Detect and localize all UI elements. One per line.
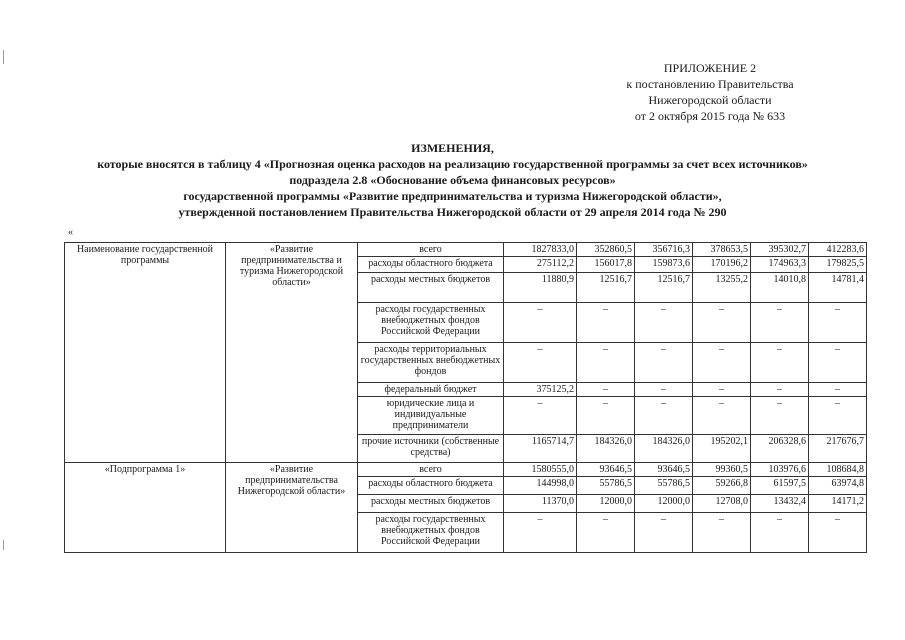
value-cell: 93646,5 [577, 463, 635, 477]
value-cell: 144998,0 [504, 477, 577, 495]
document-heading [20, 140, 885, 220]
funding-source-cell: всего [358, 243, 504, 257]
value-cell: 12000,0 [577, 495, 635, 513]
value-cell: 13432,4 [751, 495, 809, 513]
value-cell: – [809, 303, 867, 343]
heading-line: которые вносятся в таблицу 4 «Прогнозная оценка расходов на реализацию государственной программы за счет всех источников» [97, 157, 808, 171]
value-cell: 1165714,7 [504, 435, 577, 463]
value-cell: 206328,6 [751, 435, 809, 463]
value-cell: 395302,7 [751, 243, 809, 257]
value-cell: – [504, 343, 577, 383]
program-name-cell: «Подпрограмма 1» [65, 463, 226, 553]
heading-line: государственной программы «Развитие предпринимательства и туризма Нижегородской области», [183, 189, 722, 203]
value-cell: – [504, 397, 577, 435]
appendix-line: Нижегородской области [648, 93, 772, 107]
value-cell: 174963,3 [751, 257, 809, 273]
funding-source-cell: расходы местных бюджетов [358, 495, 504, 513]
value-cell: 378653,5 [693, 243, 751, 257]
value-cell: 217676,7 [809, 435, 867, 463]
value-cell: 103976,6 [751, 463, 809, 477]
value-cell: 12708,0 [693, 495, 751, 513]
heading-title: ИЗМЕНЕНИЯ, [411, 141, 494, 155]
value-cell: 159873,6 [635, 257, 693, 273]
value-cell: 63974,8 [809, 477, 867, 495]
value-cell: 93646,5 [635, 463, 693, 477]
value-cell: – [751, 513, 809, 553]
value-cell: – [693, 383, 751, 397]
value-cell: – [504, 303, 577, 343]
funding-source-cell: расходы государственных внебюджетных фондов Российской Федерации [358, 303, 504, 343]
appendix-title: ПРИЛОЖЕНИЕ 2 [663, 61, 757, 75]
value-cell: 375125,2 [504, 383, 577, 397]
appendix-block [560, 60, 860, 124]
value-cell: 59266,8 [693, 477, 751, 495]
value-cell: 179825,5 [809, 257, 867, 273]
funding-source-cell: расходы территориальных государственных внебюджетных фондов [358, 343, 504, 383]
program-title-cell: «Развитие предпринимательства Нижегородской области» [226, 463, 358, 553]
value-cell: 275112,2 [504, 257, 577, 273]
value-cell: 55786,5 [577, 477, 635, 495]
funding-source-cell: прочие источники (собственные средства) [358, 435, 504, 463]
value-cell: – [577, 303, 635, 343]
value-cell: 184326,0 [577, 435, 635, 463]
value-cell: – [577, 383, 635, 397]
value-cell: 156017,8 [577, 257, 635, 273]
value-cell: – [809, 513, 867, 553]
value-cell: – [751, 303, 809, 343]
value-cell: 12516,7 [577, 273, 635, 303]
value-cell: 412283,6 [809, 243, 867, 257]
value-cell: 356716,3 [635, 243, 693, 257]
value-cell: – [635, 513, 693, 553]
value-cell: – [577, 397, 635, 435]
value-cell: 99360,5 [693, 463, 751, 477]
value-cell: 170196,2 [693, 257, 751, 273]
value-cell: – [751, 397, 809, 435]
value-cell: – [693, 513, 751, 553]
value-cell: – [635, 303, 693, 343]
value-cell: 352860,5 [577, 243, 635, 257]
value-cell: – [635, 397, 693, 435]
value-cell: 184326,0 [635, 435, 693, 463]
funding-source-cell: расходы государственных внебюджетных фондов Российской Федерации [358, 513, 504, 553]
program-name-cell: Наименование государственной программы [65, 243, 226, 463]
value-cell: 195202,1 [693, 435, 751, 463]
value-cell: – [577, 513, 635, 553]
value-cell: – [751, 383, 809, 397]
value-cell: 1827833,0 [504, 243, 577, 257]
opening-quote-mark: « [68, 227, 73, 238]
value-cell: – [809, 383, 867, 397]
value-cell: 12000,0 [635, 495, 693, 513]
funding-source-cell: расходы областного бюджета [358, 257, 504, 273]
funding-source-cell: расходы областного бюджета [358, 477, 504, 495]
value-cell: 61597,5 [751, 477, 809, 495]
value-cell: – [635, 383, 693, 397]
funding-source-cell: федеральный бюджет [358, 383, 504, 397]
value-cell: 14781,4 [809, 273, 867, 303]
value-cell: 108684,8 [809, 463, 867, 477]
value-cell: – [693, 343, 751, 383]
funding-source-cell: всего [358, 463, 504, 477]
value-cell: 14010,8 [751, 273, 809, 303]
margin-mark-top [3, 50, 4, 64]
financing-table-body [65, 243, 867, 553]
value-cell: 13255,2 [693, 273, 751, 303]
value-cell: – [504, 513, 577, 553]
margin-mark-bottom [3, 540, 4, 550]
heading-line: подраздела 2.8 «Обоснование объема финансовых ресурсов» [289, 173, 616, 187]
funding-source-cell: расходы местных бюджетов [358, 273, 504, 303]
value-cell: 1580555,0 [504, 463, 577, 477]
value-cell: – [635, 343, 693, 383]
value-cell: 12516,7 [635, 273, 693, 303]
table-row [65, 463, 867, 477]
value-cell: 11880,9 [504, 273, 577, 303]
table-row [65, 243, 867, 257]
funding-source-cell: юридические лица и индивидуальные предприниматели [358, 397, 504, 435]
financing-table [64, 242, 867, 553]
value-cell: 55786,5 [635, 477, 693, 495]
appendix-line: к постановлению Правительства [626, 77, 794, 91]
value-cell: – [577, 343, 635, 383]
value-cell: 11370,0 [504, 495, 577, 513]
value-cell: – [809, 397, 867, 435]
value-cell: – [693, 397, 751, 435]
value-cell: – [693, 303, 751, 343]
appendix-date: от 2 октября 2015 года № 633 [634, 109, 786, 123]
program-title-cell: «Развитие предпринимательства и туризма Нижегородской области» [226, 243, 358, 463]
value-cell: 14171,2 [809, 495, 867, 513]
heading-line: утвержденной постановлением Правительства Нижегородской области от 29 апреля 2014 года № 290 [178, 205, 727, 219]
value-cell: – [809, 343, 867, 383]
value-cell: – [751, 343, 809, 383]
